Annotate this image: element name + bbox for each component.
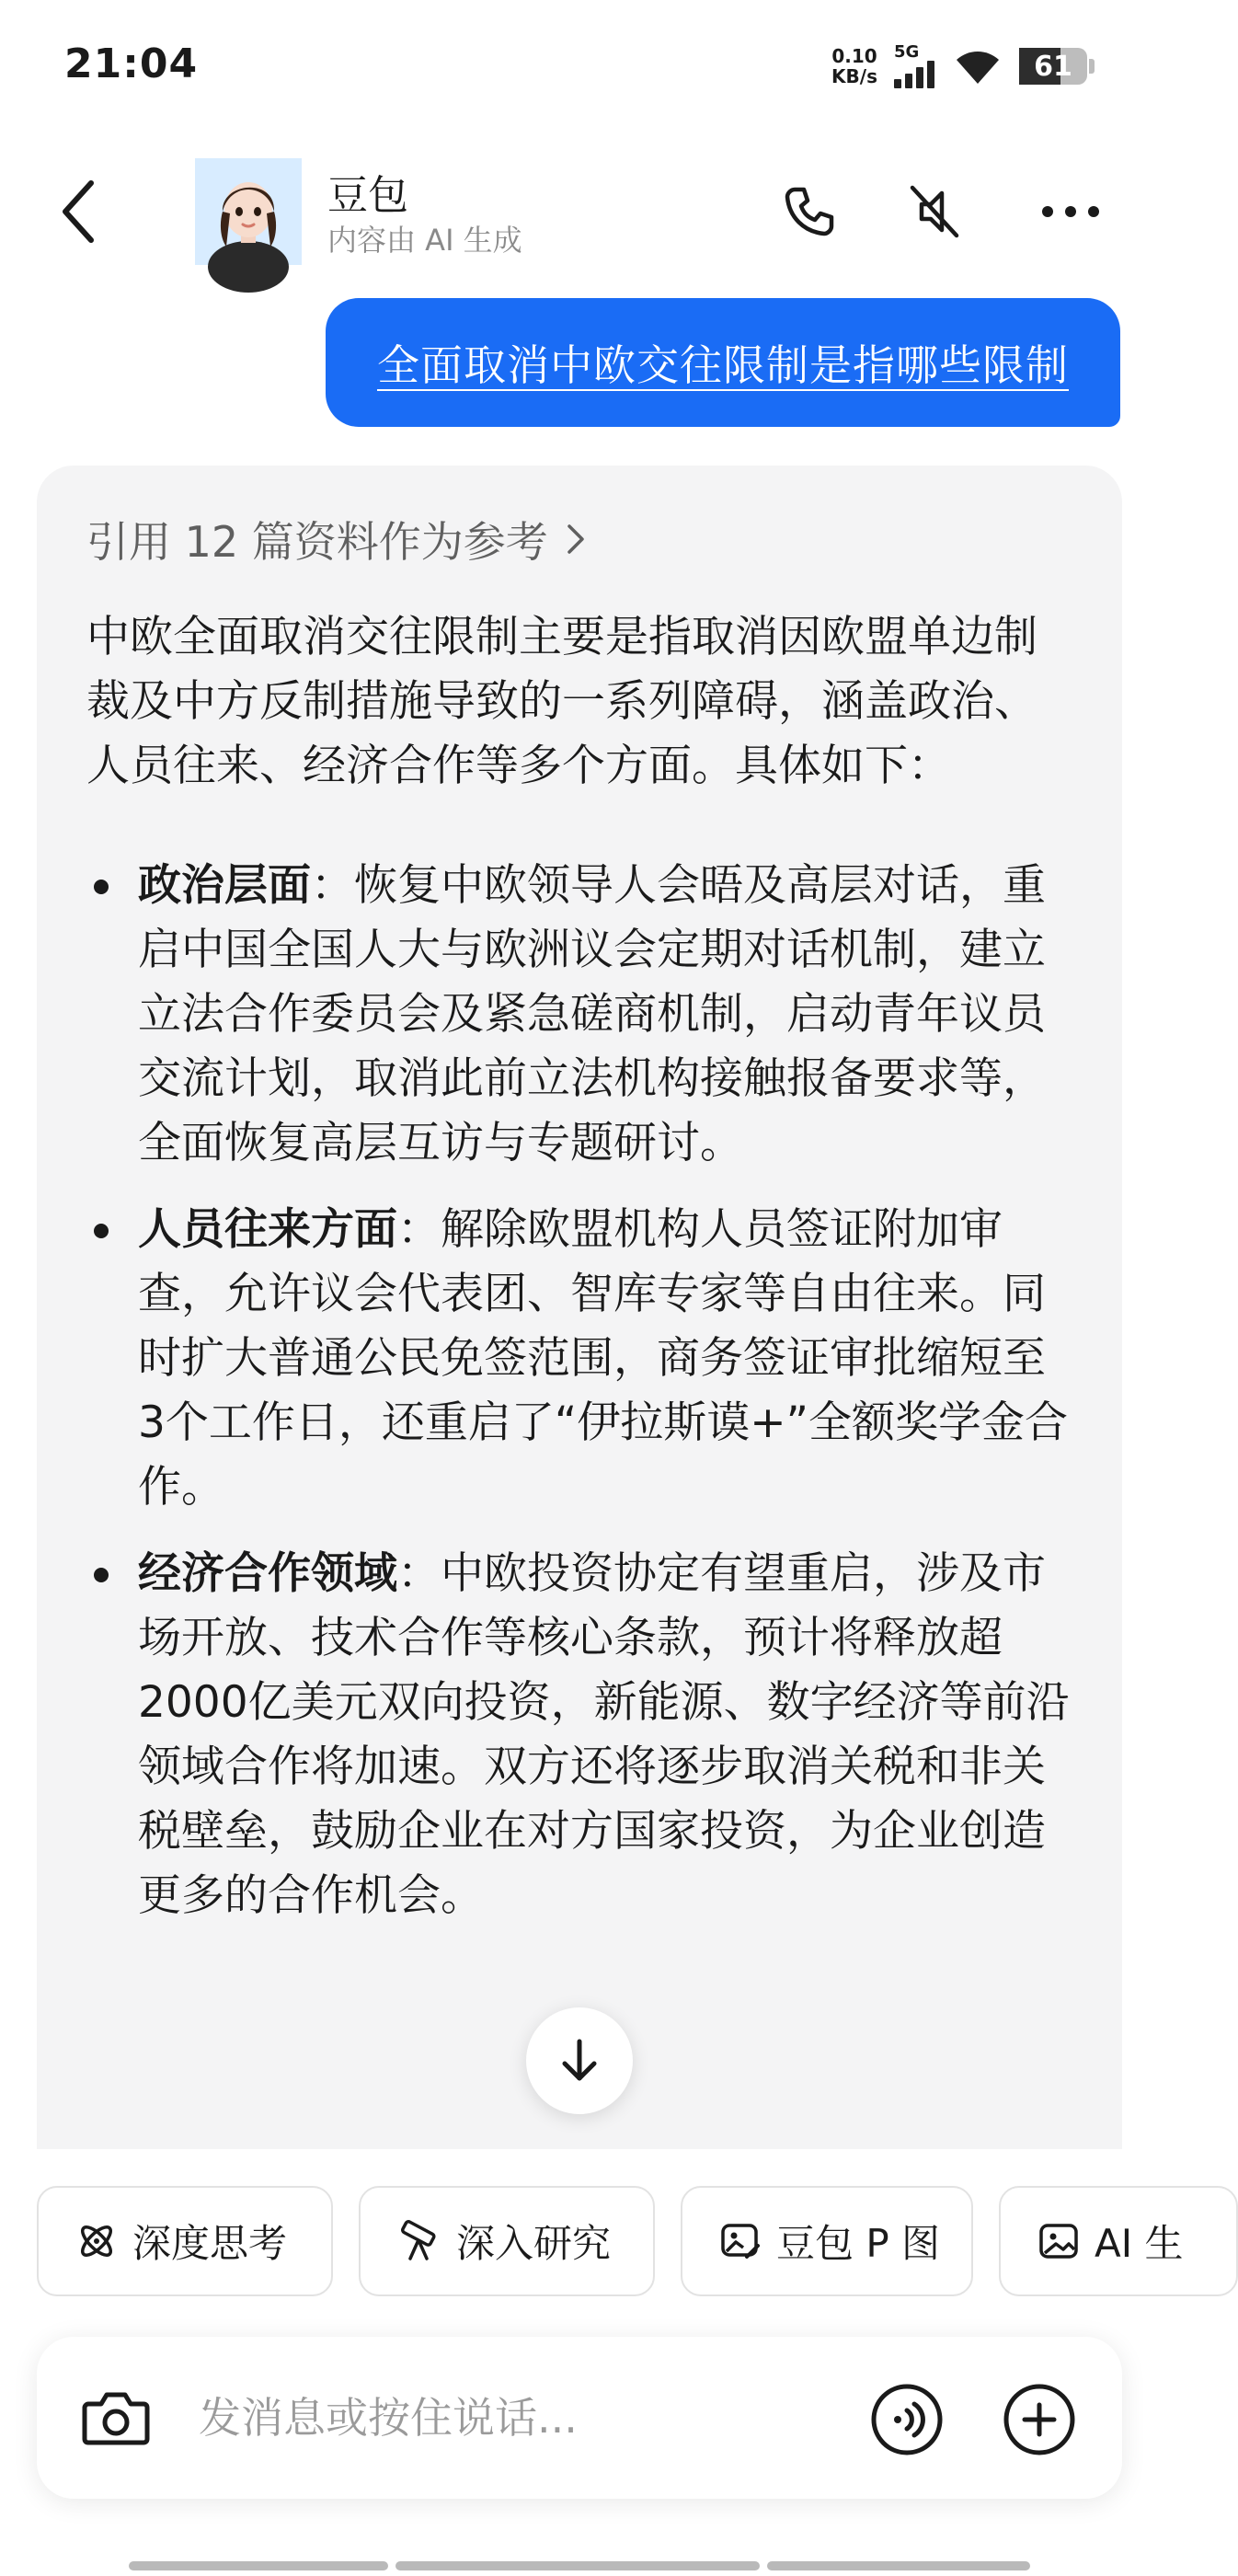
cellular-signal	[894, 44, 936, 88]
mute-speaker-icon	[905, 182, 964, 241]
action-chips	[37, 2186, 1238, 2296]
chip-label: 深度思考	[132, 2221, 288, 2266]
image-edit-icon	[719, 2220, 762, 2262]
more-icon	[1038, 202, 1103, 221]
phone-icon	[782, 184, 837, 239]
bullet-body: ：恢复中欧领导人会晤及高层对话，重启中国全国人大与欧洲议会定期对话机制，建立立法合作委员会及紧急磋商机制，启动青年议员交流计划，取消此前立法机构接触报备要求等，全面恢复高层互访与专题研讨。	[138, 860, 1046, 1168]
mute-button[interactable]	[898, 175, 971, 248]
chip-image-edit[interactable]	[681, 2186, 973, 2296]
bullet-title: 政治层面	[138, 860, 311, 911]
answer-bullet-list	[86, 854, 1072, 1928]
add-button[interactable]	[1001, 2381, 1078, 2458]
bullet-body: ：解除欧盟机构人员签证附加审查，允许议会代表团、智库专家等自由往来。同时扩大普通公民免签范围，商务签证审批缩短至3个工作日，还重启了“伊拉斯谟+”全额奖学金合作。	[138, 1204, 1068, 1512]
reference-label: 引用 12 篇资料作为参考	[86, 517, 548, 567]
back-arrow-icon	[60, 179, 97, 244]
list-item	[86, 854, 1072, 1176]
scroll-down-button[interactable]	[526, 2007, 633, 2114]
message-input[interactable]	[199, 2381, 714, 2455]
chip-deep-thinking[interactable]	[37, 2186, 333, 2296]
answer-card	[37, 466, 1122, 2149]
battery-level: 61	[1034, 50, 1072, 83]
status-icons	[831, 44, 1095, 88]
chip-ai-generate[interactable]	[999, 2186, 1238, 2296]
more-button[interactable]	[1034, 175, 1107, 248]
wifi-icon	[953, 47, 1003, 86]
list-item	[86, 1198, 1072, 1520]
bullet-body: ：中欧投资协定有望重启，涉及市场开放、技术合作等核心条款，预计将释放超2000亿美元双向投资，新能源、数字经济等前沿领域合作将加速。双方还将逐步取消关税和非关税壁垒，鼓励企业在对方国家投资，为企业创造更多的合作机会。	[138, 1548, 1070, 1921]
plus-circle-icon	[1003, 2383, 1076, 2456]
user-message-text: 全面取消中欧交往限制是指哪些限制	[377, 340, 1069, 390]
status-bar	[0, 0, 1159, 138]
atom-icon	[75, 2220, 118, 2262]
signal-type: 5G	[894, 42, 920, 62]
call-button[interactable]	[773, 175, 846, 248]
chip-label: 深入研究	[456, 2221, 612, 2266]
gesture-bar	[129, 2561, 388, 2570]
camera-icon	[81, 2387, 151, 2448]
chevron-right-icon	[565, 521, 587, 558]
answer-intro: 中欧全面取消交往限制主要是指取消因欧盟单边制裁及中方反制措施导致的一系列障碍，涵盖政治、人员往来、经济合作等多个方面。具体如下：	[86, 612, 1037, 791]
back-button[interactable]	[46, 175, 110, 248]
gesture-bar	[395, 2561, 760, 2570]
chip-label: 豆包 P 图	[776, 2221, 941, 2266]
bullet-title: 人员往来方面	[138, 1204, 397, 1255]
signal-bars-icon	[894, 61, 936, 88]
chip-label: AI 生	[1095, 2221, 1184, 2266]
avatar[interactable]	[195, 158, 302, 265]
message-input-bar	[37, 2337, 1122, 2499]
user-message-bubble[interactable]	[326, 298, 1120, 427]
bot-subtitle: 内容由 AI 生成	[327, 223, 522, 258]
status-time: 21:04	[64, 40, 199, 87]
chat-header	[0, 147, 1159, 276]
camera-button[interactable]	[79, 2381, 153, 2455]
telescope-icon	[397, 2220, 441, 2262]
battery-indicator	[1019, 48, 1095, 85]
chip-deep-research[interactable]	[359, 2186, 655, 2296]
image-icon	[1037, 2220, 1080, 2262]
network-speed-value: 0.10	[831, 45, 877, 67]
arrow-down-icon	[559, 2038, 600, 2084]
list-item	[86, 1542, 1072, 1928]
battery-icon	[1019, 48, 1087, 85]
reference-link[interactable]	[86, 502, 1072, 576]
network-speed-unit: KB/s	[831, 65, 877, 87]
avatar-icon	[195, 158, 302, 265]
voice-call-button[interactable]	[868, 2381, 946, 2458]
bullet-title: 经济合作领域	[138, 1548, 397, 1599]
network-speed	[831, 46, 877, 86]
bot-name: 豆包	[327, 172, 408, 219]
voice-wave-icon	[870, 2383, 944, 2456]
gesture-bar	[767, 2561, 1030, 2570]
